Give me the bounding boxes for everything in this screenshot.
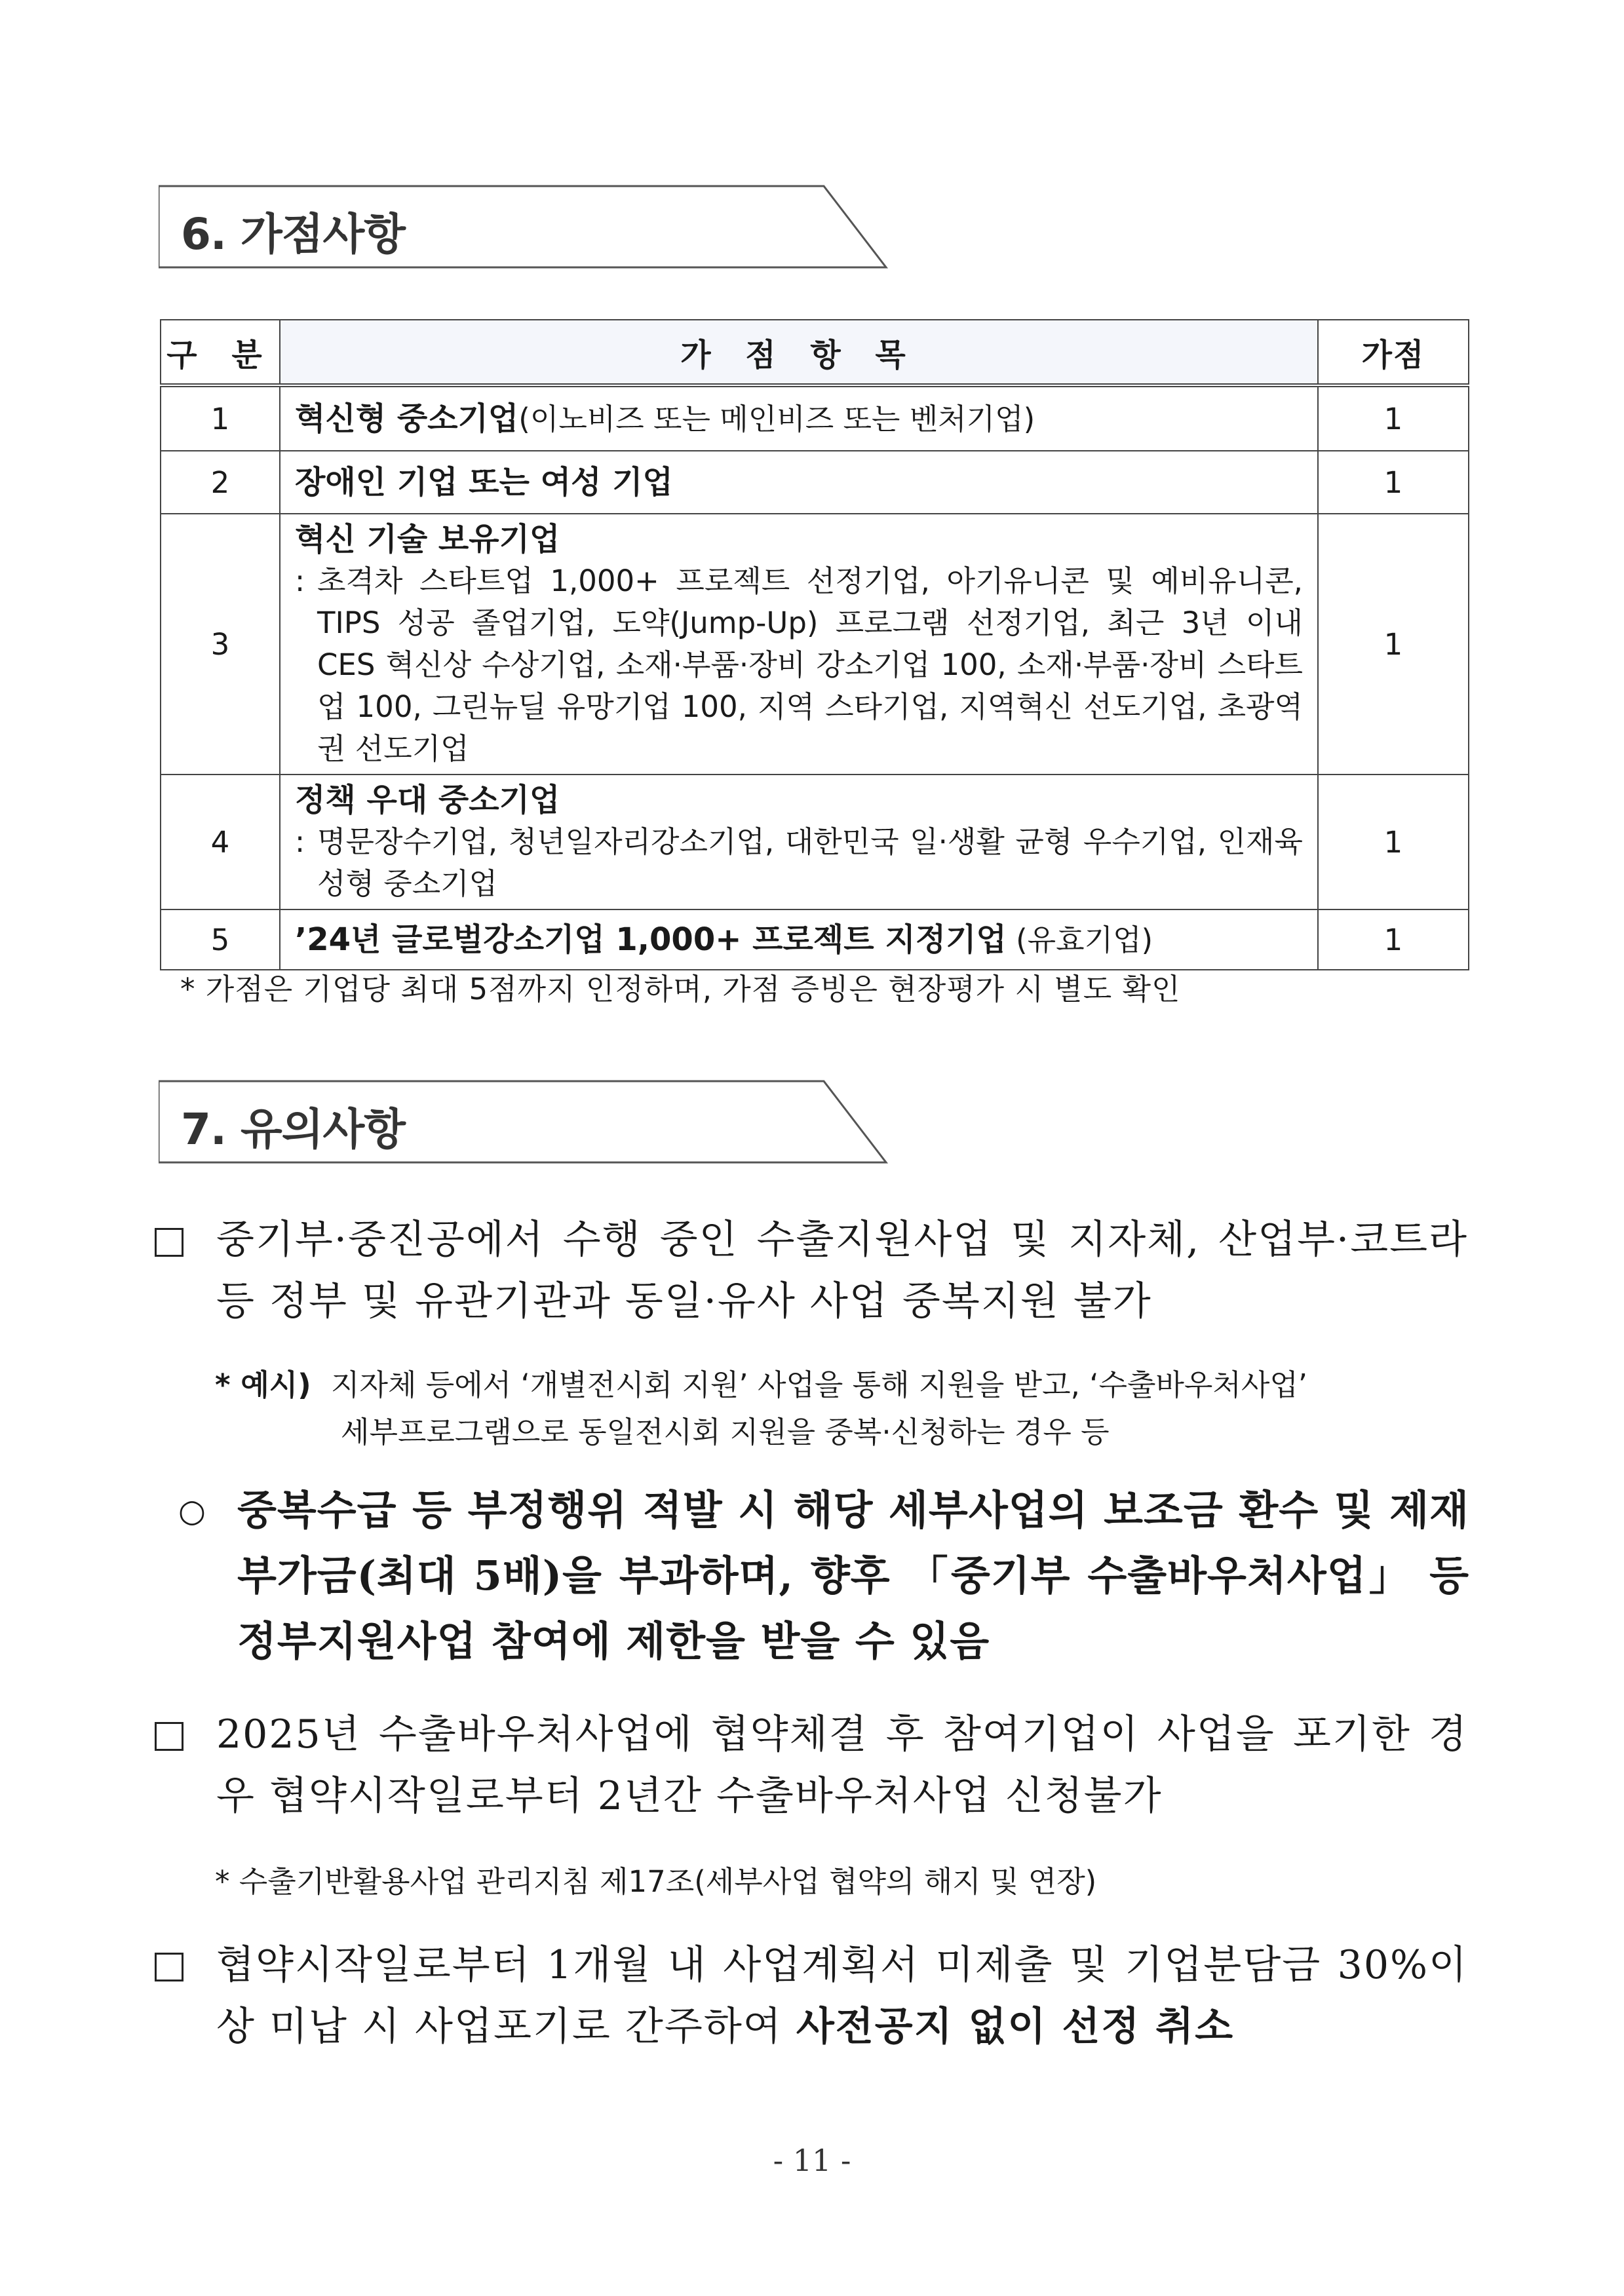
- notice-item-2-note: * 수출기반활용사업 관리지침 제17조(세부사업 협약의 해지 및 연장): [215, 1864, 1097, 1899]
- row-points: 1: [1318, 909, 1469, 970]
- table-header-row: [161, 320, 1469, 385]
- notice-item-1-bullet: 중복수급 등 부정행위 적발 시 해당 세부사업의 보조금 환수 및 제재부가금(최대 5배)을 부과하며, 향후 「중기부 수출바우처사업」 등 정부지원사업 참여에 제한을 받을 수 있음: [237, 1486, 1469, 1665]
- row-title: ’24년 글로벌강소기업 1,000+ 프로젝트 지정기업: [295, 921, 1007, 958]
- row-item: [280, 385, 1318, 451]
- checkbox-square-icon: [155, 1722, 184, 1751]
- row-number: 3: [161, 514, 280, 775]
- bonus-points-table: [160, 319, 1469, 970]
- section-6-heading: [159, 185, 889, 269]
- row-points: 1: [1318, 451, 1469, 514]
- header-category: 구 분: [161, 320, 280, 385]
- example-line-1: 지자체 등에서 ‘개별전시회 지원’ 사업을 통해 지원을 받고, ‘수출바우처사업’: [331, 1368, 1308, 1402]
- section-6-title: 6. 가점사항: [181, 209, 405, 259]
- table-row: [161, 451, 1469, 514]
- row-title: 혁신 기술 보유기업: [295, 521, 560, 558]
- example-note: [215, 1362, 1307, 1409]
- table-row: [161, 385, 1469, 451]
- table-row: [161, 514, 1469, 775]
- row-sub: (이노비즈 또는 메인비즈 또는 벤처기업): [518, 401, 1035, 436]
- row-sub: (유효기업): [1006, 922, 1153, 957]
- notice-item-1: 중기부·중진공에서 수행 중인 수출지원사업 및 지자체, 산업부·코트라 등 정부 및 유관기관과 동일·유사 사업 중복지원 불가: [216, 1217, 1468, 1324]
- row-points: 1: [1318, 385, 1469, 451]
- circle-bullet-icon: ○: [178, 1493, 206, 1529]
- row-points: 1: [1318, 514, 1469, 775]
- notice-item-2: 2025년 수출바우처사업에 협약체결 후 참여기업이 사업을 포기한 경우 협약시작일로부터 2년간 수출바우처사업 신청불가: [216, 1712, 1468, 1819]
- row-item: [280, 775, 1318, 909]
- checkbox-square-icon: [155, 1953, 184, 1981]
- section-7-heading: [159, 1080, 889, 1164]
- example-label: * 예시): [215, 1368, 311, 1402]
- example-line-2: 세부프로그램으로 동일전시회 지원을 중복·신청하는 경우 등: [341, 1415, 1110, 1449]
- table-row: [161, 775, 1469, 909]
- row-title: 혁신형 중소기업: [295, 400, 519, 437]
- page-number: - 11 -: [773, 2143, 851, 2178]
- checkbox-square-icon: [155, 1228, 184, 1257]
- bonus-note: * 가점은 기업당 최대 5점까지 인정하며, 가점 증빙은 현장평가 시 별도 확인: [180, 972, 1181, 1006]
- row-description: : 명문장수기업, 청년일자리강소기업, 대한민국 일·생활 균형 우수기업, 인재육성형 중소기업: [295, 824, 1303, 901]
- header-points: 가점: [1318, 320, 1469, 385]
- notice-item-3-emphasis: 사전공지 없이 선정 취소: [796, 2004, 1235, 2050]
- row-number: 4: [161, 775, 280, 909]
- row-item: [280, 909, 1318, 970]
- row-number: 5: [161, 909, 280, 970]
- section-7-title: 7. 유의사항: [181, 1104, 405, 1155]
- row-number: 1: [161, 385, 280, 451]
- row-points: 1: [1318, 775, 1469, 909]
- table-row: [161, 909, 1469, 970]
- row-number: 2: [161, 451, 280, 514]
- notice-item-3: [216, 1934, 1468, 2057]
- row-title: 정책 우대 중소기업: [295, 782, 560, 818]
- header-items: 가 점 항 목: [280, 320, 1318, 385]
- row-item: [280, 451, 1318, 514]
- row-description: : 초격차 스타트업 1,000+ 프로젝트 선정기업, 아기유니콘 및 예비유니콘, TIPS 성공 졸업기업, 도약(Jump-Up) 프로그램 선정기업, 최근 3년 이내 CES 혁신상 수상기업, 소재·부품·장비 강소기업 100, 소재·부품·장비 스타트업 100, 그린뉴딜 유망기업 100, 지역 스타기업, 지역혁신 선도기업, 초광역권 선도기업: [295, 564, 1303, 766]
- row-title: 장애인 기업 또는 여성 기업: [295, 463, 673, 501]
- notice-item-3-text: 협약시작일로부터 1개월 내 사업계획서 미제출 및 기업분담금 30%이상 미납 시 사업포기로 간주하여: [216, 1942, 1468, 2050]
- row-item: [280, 514, 1318, 775]
